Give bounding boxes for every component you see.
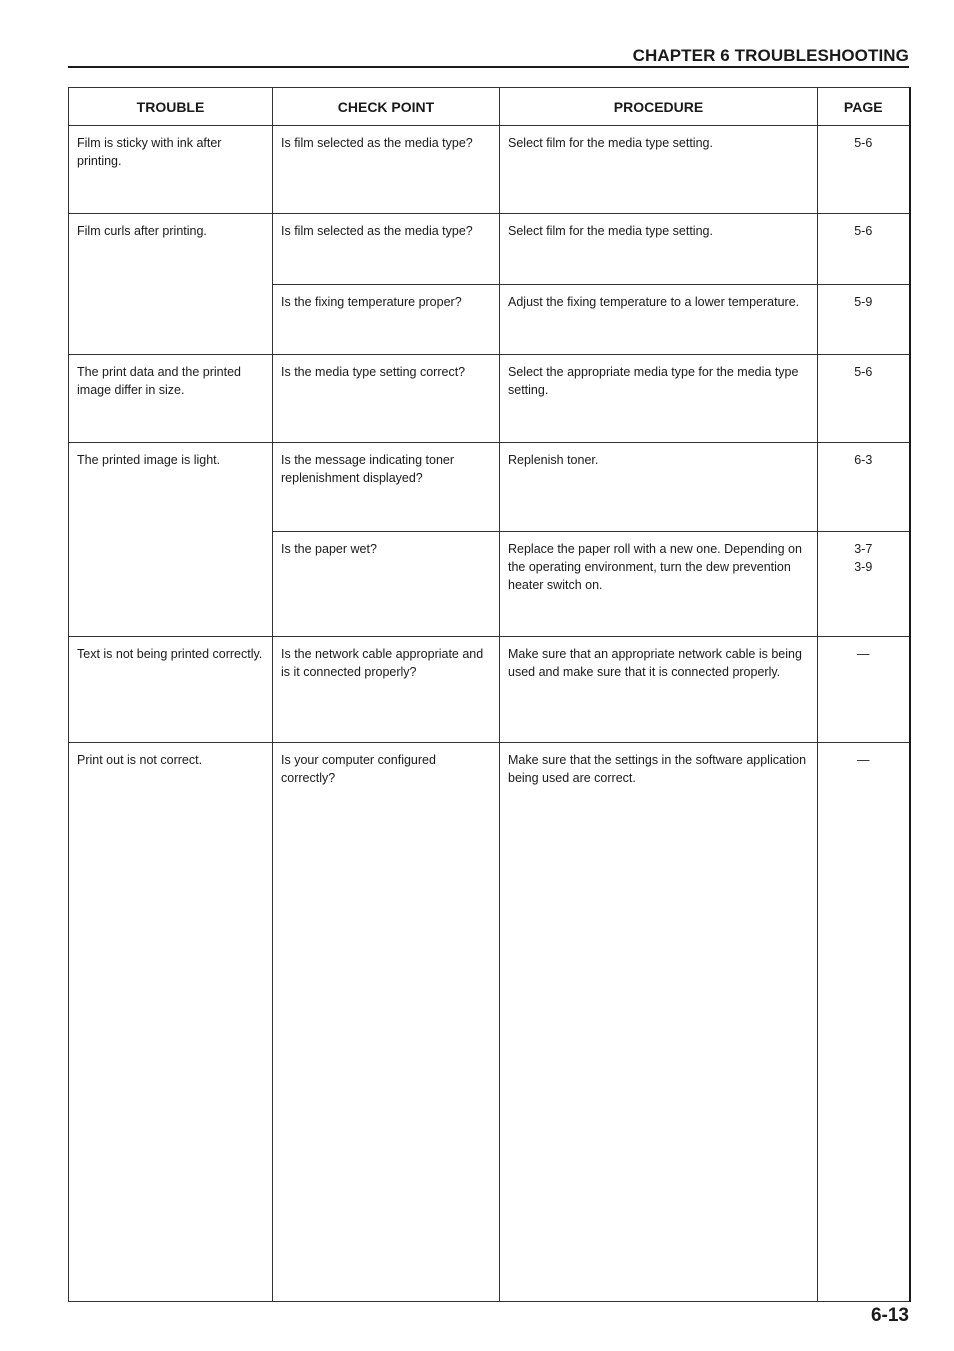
table-row xyxy=(69,637,910,743)
trouble-cell: Print out is not correct. xyxy=(69,743,273,1302)
page-reference: 5-6 xyxy=(854,365,873,379)
table-row xyxy=(69,126,910,214)
procedure-cell: Replace the paper roll with a new one. Depending on the operating environment, turn the dew prevention heater switch on. xyxy=(500,532,818,637)
check-point-cell: Is the fixing temperature proper? xyxy=(273,285,500,355)
column-header-page: PAGE xyxy=(818,88,910,126)
check-point-cell: Is your computer configured correctly? xyxy=(273,743,500,1302)
page-cell xyxy=(818,285,910,355)
trouble-cell: The print data and the printed image differ in size. xyxy=(69,355,273,443)
procedure-cell: Make sure that the settings in the software application being used are correct. xyxy=(500,743,818,1302)
page-cell xyxy=(818,637,910,743)
check-point-cell: Is film selected as the media type? xyxy=(273,126,500,214)
page-cell xyxy=(818,126,910,214)
procedure-cell: Adjust the fixing temperature to a lower temperature. xyxy=(500,285,818,355)
page-reference: 5-9 xyxy=(854,295,873,309)
check-point-cell: Is the paper wet? xyxy=(273,532,500,637)
page-reference: — xyxy=(857,753,870,767)
check-point-cell: Is the network cable appropriate and is it connected properly? xyxy=(273,637,500,743)
column-header-procedure: PROCEDURE xyxy=(500,88,818,126)
page-cell xyxy=(818,443,910,532)
procedure-cell: Select film for the media type setting. xyxy=(500,214,818,285)
page-reference: 3-9 xyxy=(854,560,873,574)
trouble-cell: Text is not being printed correctly. xyxy=(69,637,273,743)
column-header-trouble: TROUBLE xyxy=(69,88,273,126)
page-reference: 5-6 xyxy=(854,136,873,150)
table-header-row xyxy=(69,88,910,126)
table-row xyxy=(69,214,910,285)
page-reference: 5-6 xyxy=(854,224,873,238)
procedure-cell: Select the appropriate media type for the media type setting. xyxy=(500,355,818,443)
procedure-cell: Make sure that an appropriate network cable is being used and make sure that it is connected properly. xyxy=(500,637,818,743)
trouble-cell: Film curls after printing. xyxy=(69,214,273,355)
trouble-cell: Film is sticky with ink after printing. xyxy=(69,126,273,214)
check-point-cell: Is the media type setting correct? xyxy=(273,355,500,443)
table-row xyxy=(69,443,910,532)
trouble-cell: The printed image is light. xyxy=(69,443,273,637)
column-header-check-point: CHECK POINT xyxy=(273,88,500,126)
page-reference: — xyxy=(857,647,870,661)
table-row xyxy=(69,355,910,443)
check-point-cell: Is film selected as the media type? xyxy=(273,214,500,285)
table-row xyxy=(69,743,910,1302)
page-cell xyxy=(818,355,910,443)
page-header xyxy=(68,44,909,68)
page-cell xyxy=(818,532,910,637)
page-reference: 6-3 xyxy=(854,453,873,467)
page-reference: 3-7 xyxy=(854,542,873,556)
troubleshooting-table xyxy=(68,87,911,1302)
page-cell xyxy=(818,214,910,285)
page-cell xyxy=(818,743,910,1302)
procedure-cell: Select film for the media type setting. xyxy=(500,126,818,214)
check-point-cell: Is the message indicating toner replenishment displayed? xyxy=(273,443,500,532)
page-number: 6-13 xyxy=(870,1305,909,1326)
chapter-title: CHAPTER 6 TROUBLESHOOTING xyxy=(632,46,909,65)
procedure-cell: Replenish toner. xyxy=(500,443,818,532)
